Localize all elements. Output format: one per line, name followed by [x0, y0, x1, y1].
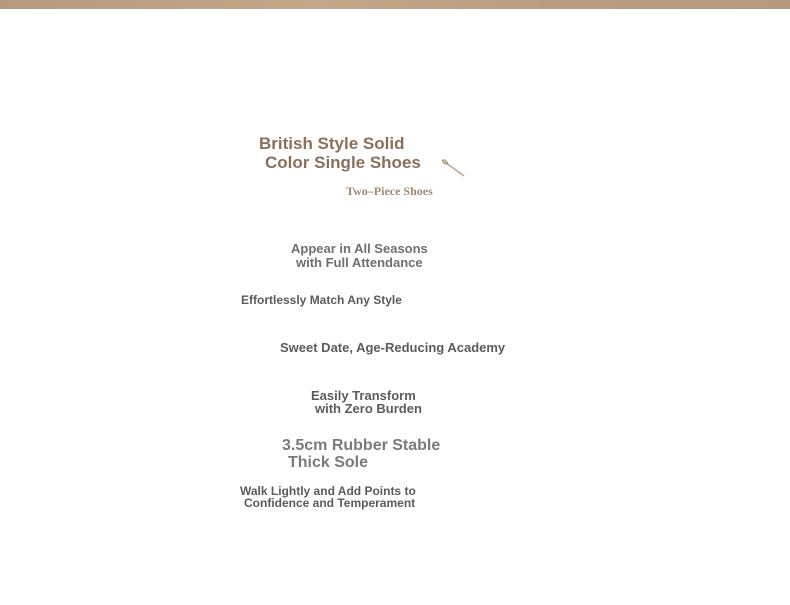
feature-text-line: 3.5cm Rubber Stable [282, 437, 441, 454]
feature-all-seasons [291, 242, 428, 270]
feature-text-line: Effortlessly Match Any Style [241, 293, 402, 307]
product-title-line-2: Color Single Shoes [265, 153, 421, 172]
product-subtitle: Two–Piece Shoes [346, 184, 433, 198]
feature-text-line: with Zero Burden [315, 401, 422, 416]
top-banner-bar [0, 0, 790, 9]
feature-text-line: Confidence and Temperament [244, 496, 416, 510]
feature-walk-lightly [240, 485, 416, 509]
feature-text-line: with Full Attendance [296, 255, 423, 270]
feature-sweet-date [280, 340, 505, 355]
product-title-line-1: British Style Solid [259, 134, 405, 153]
feature-rubber-sole [282, 437, 440, 471]
feature-easily-transform [311, 389, 422, 415]
feature-text-line: Sweet Date, Age-Reducing Academy [280, 340, 506, 355]
feature-text-line: Thick Sole [288, 454, 369, 471]
feature-match-style [241, 293, 402, 307]
product-title [259, 134, 421, 172]
needle-icon [440, 156, 468, 185]
feature-text-line: Appear in All Seasons [291, 241, 428, 256]
feature-text-line: Walk Lightly and Add Points to [240, 484, 416, 498]
feature-text-line: Easily Transform [311, 388, 416, 403]
